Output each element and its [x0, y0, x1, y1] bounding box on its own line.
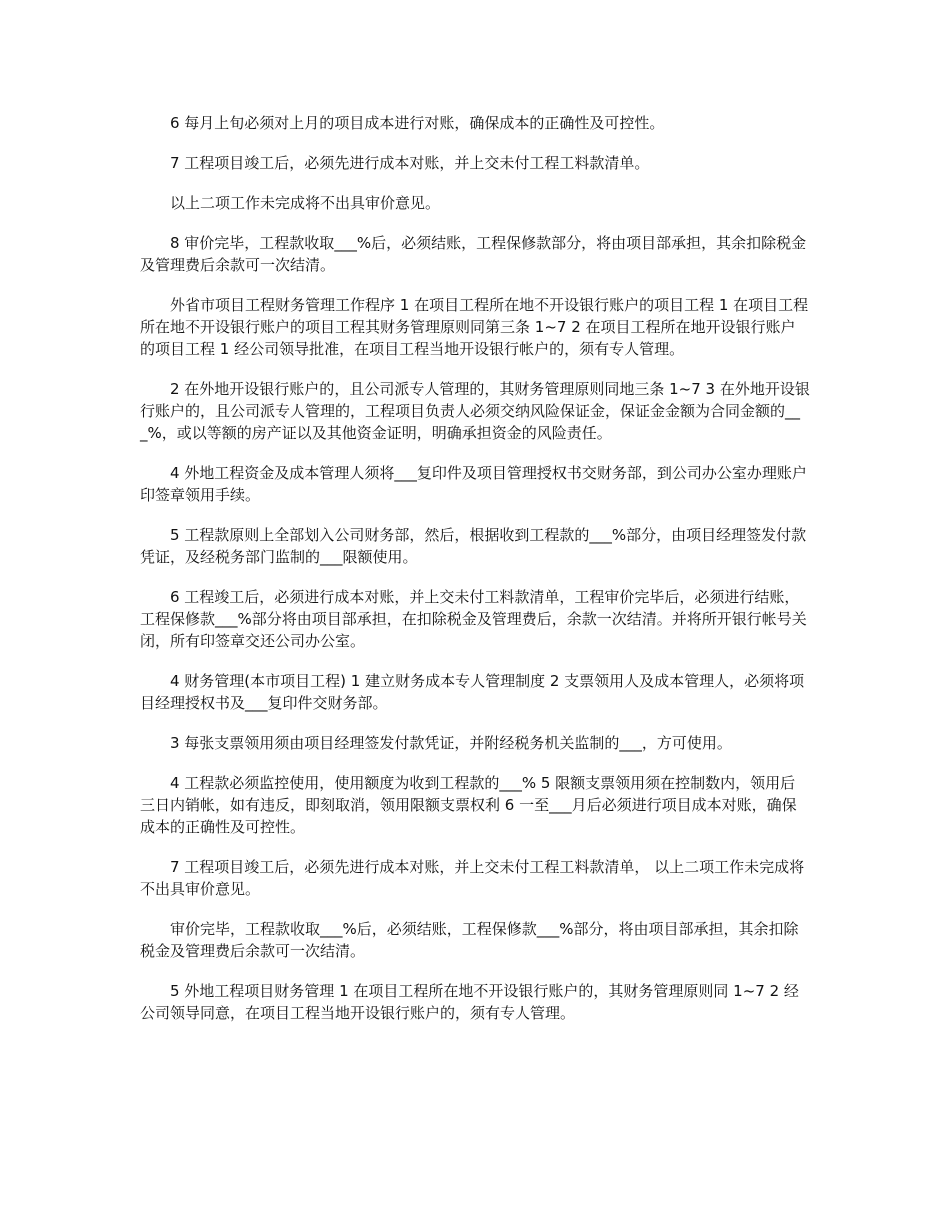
paragraph-11: 3 每张支票领用须由项目经理签发付款凭证，并附经税务机关监制的___，方可使用。 [170, 734, 732, 752]
paragraph-1: 6 每月上旬必须对上月的项目成本进行对账，确保成本的正确性及可控性。 [170, 114, 665, 132]
paragraph-4: 8 审价完毕，工程款收取___%后，必须结账，工程保修款部分，将由项目部承担，其余扣除税金及管理费后余款可一次结清。 [140, 234, 807, 274]
paragraph-10: 4 财务管理(本市项目工程) 1 建立财务成本专人管理制度 2 支票领用人及成本管理人，必须将项目经理授权书及___复印件交财务部。 [140, 672, 805, 712]
paragraph-3: 以上二项工作未完成将不出具审价意见。 [170, 194, 441, 212]
paragraph-2: 7 工程项目竣工后，必须先进行成本对账，并上交未付工程工料款清单。 [170, 154, 650, 172]
paragraph-15: 5 外地工程项目财务管理 1 在项目工程所在地不开设银行账户的，其财务管理原则同 1~7 2 经公司领导同意，在项目工程当地开设银行账户的，须有专人管理。 [140, 982, 799, 1022]
paragraph-9: 6 工程竣工后，必须进行成本对账，并上交未付工料款清单，工程审价完毕后，必须进行结账，工程保修款___%部分将由项目部承担，在扣除税金及管理费后，余款一次结清。并将所开银行帐号关闭，所有印签章交还公司办公室。 [140, 588, 807, 650]
paragraph-6: 2 在外地开设银行账户的，且公司派专人管理的，其财务管理原则同地三条 1~7 3 在外地开设银行账户的，且公司派专人管理的，工程项目负责人必须交纳风险保证金，保证金金额为合同金额的___%，或以等额的房产证以及其他资金证明，明确承担资金的风险责任。 [140, 380, 810, 442]
document-body [140, 112, 810, 1042]
paragraph-13: 7 工程项目竣工后，必须先进行成本对账，并上交未付工程工料款清单， 以上二项工作未完成将不出具审价意见。 [140, 858, 805, 898]
paragraph-5: 外省市项目工程财务管理工作程序 1 在项目工程所在地不开设银行账户的项目工程 1 在项目工程所在地不开设银行账户的项目工程其财务管理原则同第三条 1~7 2 在项目工程所在地开设银行账户的项目工程 1 经公司领导批准，在项目工程当地开设银行帐户的，须有专人管理。 [140, 296, 809, 358]
paragraph-8: 5 工程款原则上全部划入公司财务部，然后，根据收到工程款的___%部分，由项目经理签发付款凭证，及经税务部门监制的___限额使用。 [140, 526, 807, 566]
paragraph-12: 4 工程款必须监控使用，使用额度为收到工程款的___% 5 限额支票领用须在控制数内，领用后三日内销帐，如有违反，即刻取消，领用限额支票权利 6 一至___月后必须进行项目成本对账，确保成本的正确性及可控性。 [140, 774, 797, 836]
paragraph-7: 4 外地工程资金及成本管理人须将___复印件及项目管理授权书交财务部，到公司办公室办理账户印签章领用手续。 [140, 464, 807, 504]
paragraph-14: 审价完毕，工程款收取___%后，必须结账，工程保修款___%部分，将由项目部承担，其余扣除税金及管理费后余款可一次结清。 [140, 920, 799, 960]
